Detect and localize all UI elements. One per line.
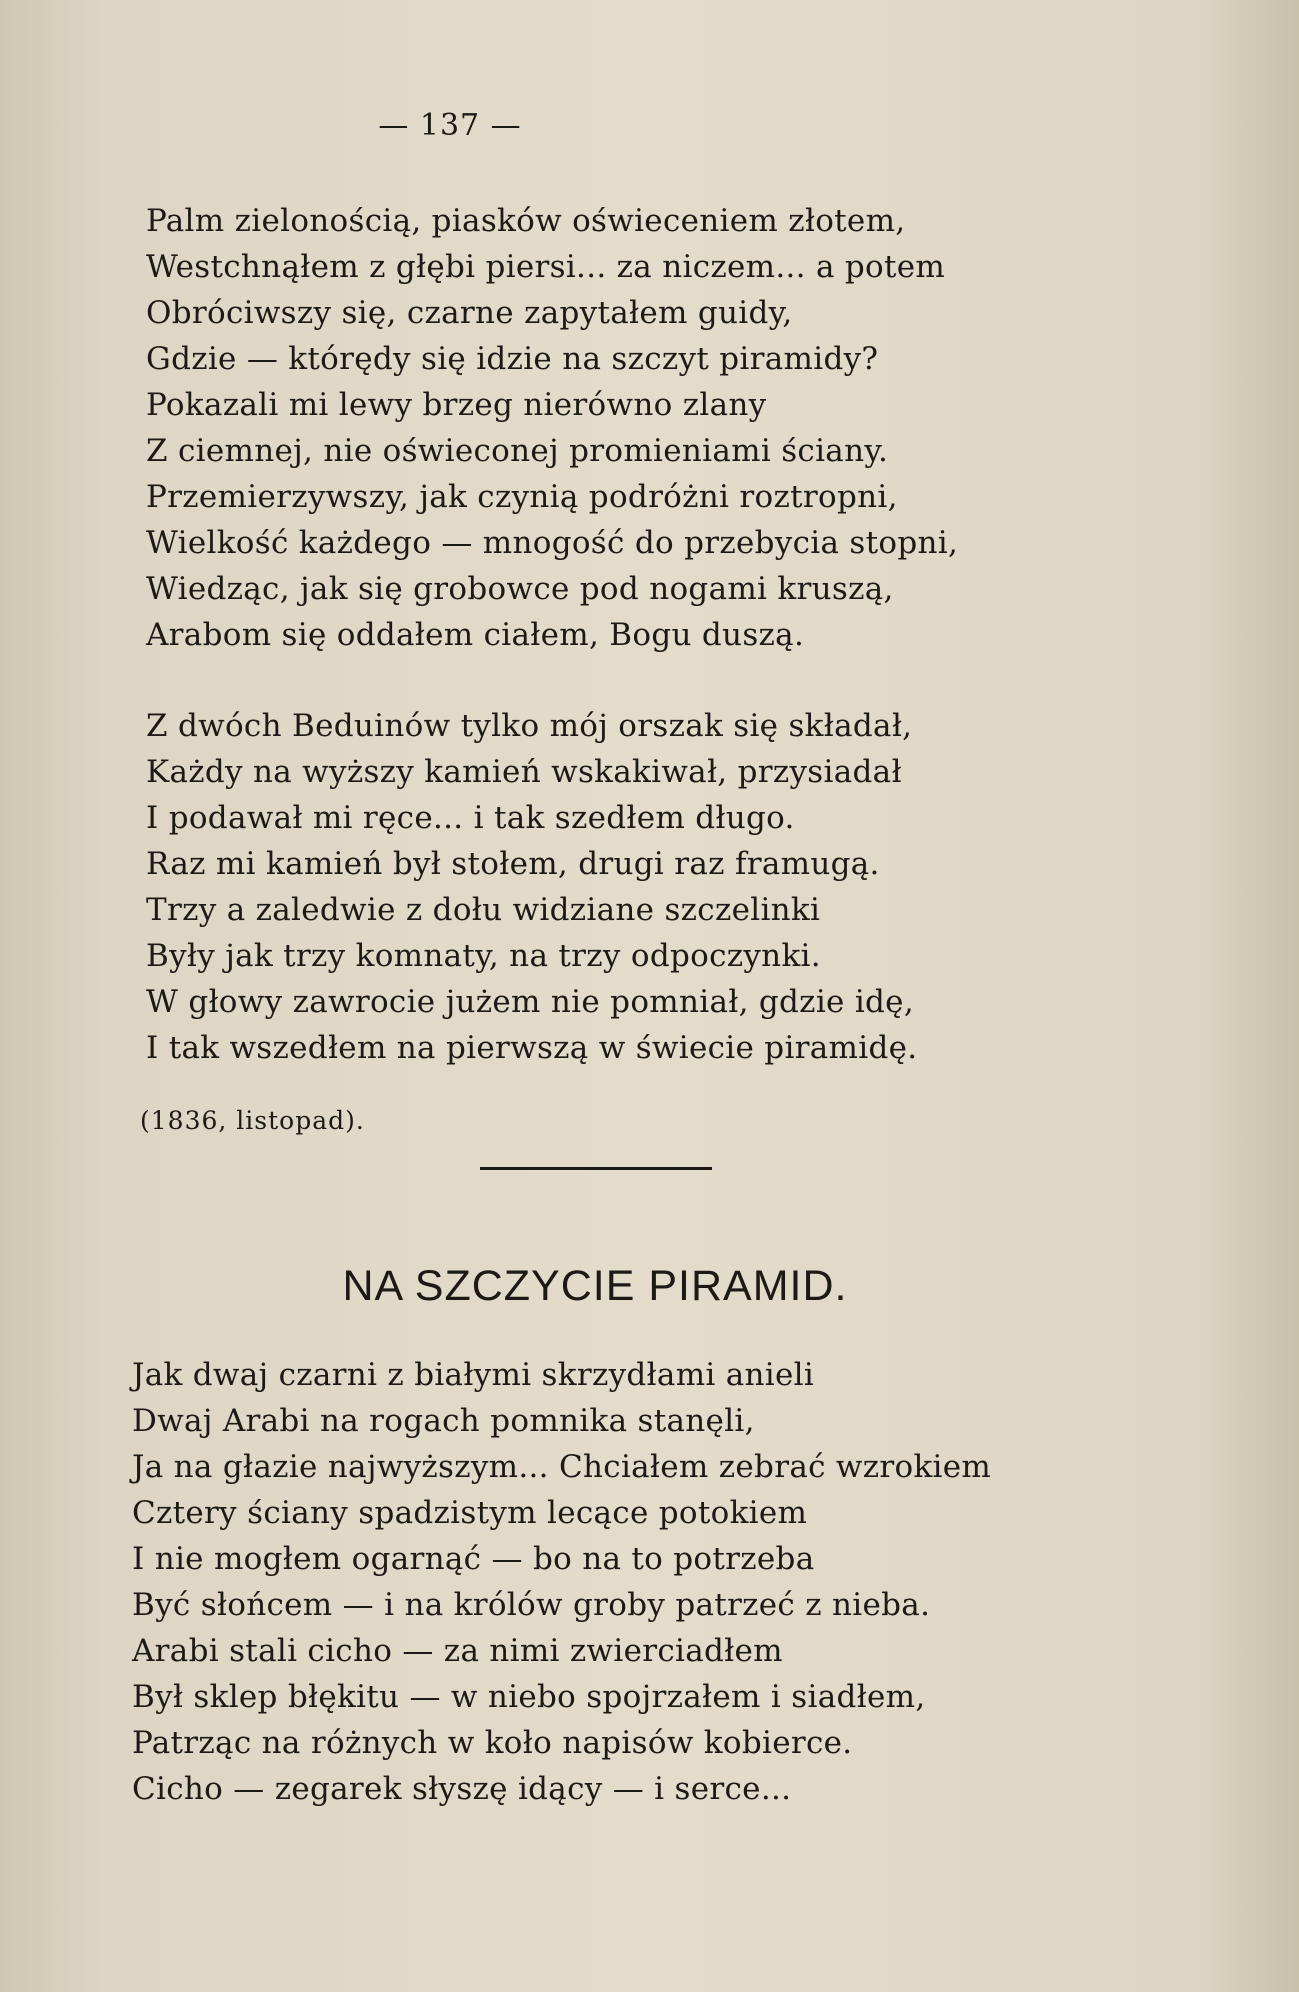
verse-line: I tak wszedłem na pierwszą w świecie piramidę.	[146, 1030, 918, 1066]
verse-line: I nie mogłem ogarnąć — bo na to potrzeba	[132, 1541, 815, 1577]
section-divider	[480, 1167, 712, 1170]
verse-line: W głowy zawrocie jużem nie pomniał, gdzie idę,	[146, 984, 914, 1020]
poem-stanza-3	[132, 1352, 1092, 1812]
verse-line: Ja na głazie najwyższym... Chciałem zebrać wzrokiem	[132, 1449, 992, 1485]
verse-line: Z ciemnej, nie oświeconej promieniami ściany.	[146, 433, 889, 469]
verse-line: Gdzie — którędy się idzie na szczyt piramidy?	[146, 341, 879, 377]
verse-line: Westchnąłem z głębi piersi... za niczem... a potem	[146, 249, 946, 285]
verse-line: Były jak trzy komnaty, na trzy odpoczynki.	[146, 938, 821, 974]
verse-line: Wielkość każdego — mnogość do przebycia stopni,	[146, 525, 959, 561]
page-number: — 137 —	[378, 108, 522, 143]
verse-line: Dwaj Arabi na rogach pomnika stanęli,	[132, 1403, 755, 1439]
verse-line: Arabi stali cicho — za nimi zwierciadłem	[132, 1633, 783, 1669]
verse-line: Przemierzywszy, jak czynią podróżni roztropni,	[146, 479, 898, 515]
verse-line: Wiedząc, jak się grobowce pod nogami kruszą,	[146, 571, 894, 607]
verse-line: Obróciwszy się, czarne zapytałem guidy,	[146, 295, 793, 331]
verse-line: Jak dwaj czarni z białymi skrzydłami anieli	[132, 1357, 815, 1393]
verse-line: Być słońcem — i na królów groby patrzeć z nieba.	[132, 1587, 931, 1623]
verse-line: Z dwóch Beduinów tylko mój orszak się składał,	[146, 708, 913, 744]
verse-line: Był sklep błękitu — w niebo spojrzałem i siadłem,	[132, 1679, 926, 1715]
date-note: (1836, listopad).	[140, 1106, 365, 1135]
verse-line: Arabom się oddałem ciałem, Bogu duszą.	[146, 617, 805, 653]
verse-line: Raz mi kamień był stołem, drugi raz framugą.	[146, 846, 880, 882]
verse-line: Cztery ściany spadzistym lecące potokiem	[132, 1495, 808, 1531]
verse-line: Patrząc na różnych w koło napisów kobierce.	[132, 1725, 853, 1761]
poem-title: NA SZCZYCIE PIRAMID.	[342, 1262, 848, 1310]
poem-stanza-1	[146, 198, 1106, 658]
verse-line: Trzy a zaledwie z dołu widziane szczelinki	[146, 892, 821, 928]
verse-line: Pokazali mi lewy brzeg nierówno zlany	[146, 387, 767, 423]
verse-line: Cicho — zegarek słyszę idący — i serce...	[132, 1771, 792, 1807]
verse-line: I podawał mi ręce... i tak szedłem długo.	[146, 800, 795, 836]
verse-line: Każdy na wyższy kamień wskakiwał, przysiadał	[146, 754, 902, 790]
verse-line: Palm zielonością, piasków oświeceniem złotem,	[146, 203, 906, 239]
poem-stanza-2	[146, 703, 1106, 1071]
